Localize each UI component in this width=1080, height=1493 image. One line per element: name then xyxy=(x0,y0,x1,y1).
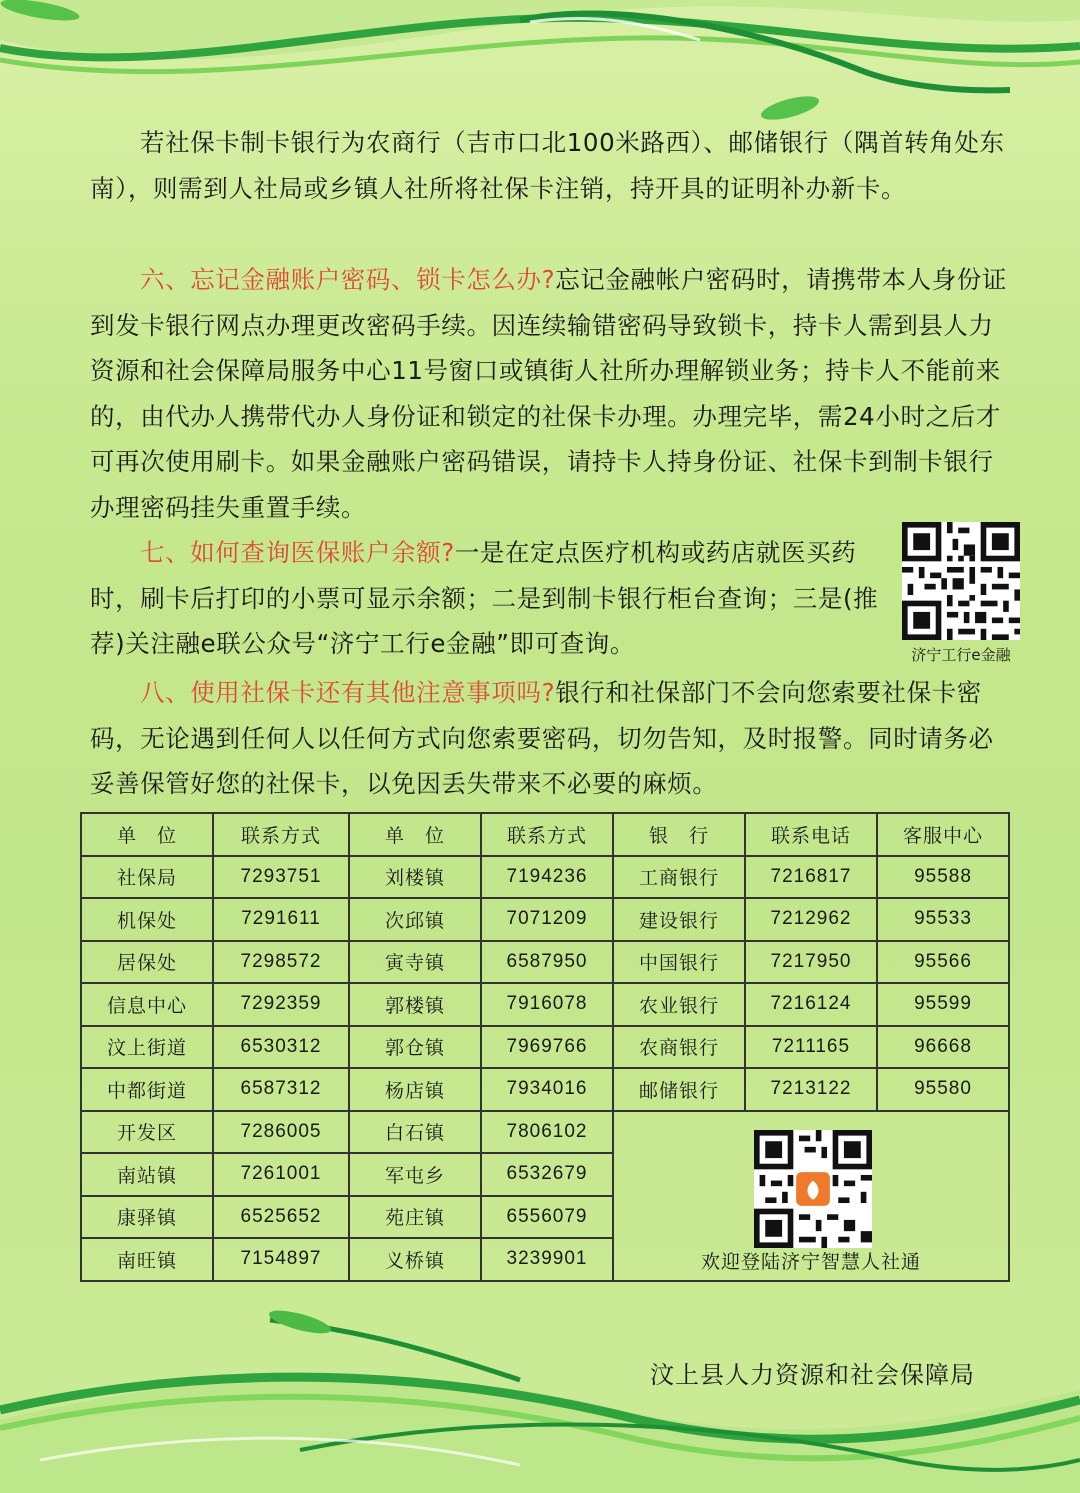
phone-cell: 6587950 xyxy=(481,941,613,984)
paragraph-card-bank: 若社保卡制卡银行为农商行（吉市口北100米路西）、邮储银行（隅首转角处东南），则需到人社局或乡镇人社所将社保卡注销，持开具的证明补办新卡。 xyxy=(90,128,1005,203)
service-number-cell: 95566 xyxy=(877,941,1009,984)
unit-cell: 郭仓镇 xyxy=(349,1026,481,1069)
table-row xyxy=(81,898,1009,941)
bank-phone-cell: 7217950 xyxy=(745,941,877,984)
header-contact-1: 联系方式 xyxy=(213,813,349,856)
unit-cell: 刘楼镇 xyxy=(349,856,481,899)
body-forgot-password: 忘记金融帐户密码时，请携带本人身份证到发卡银行网点办理更改密码手续。因连续输错密码导致锁卡，持卡人需到县人力资源和社会保障局服务中心11号窗口或镇街人社所办理解锁业务；持卡人不能前来的，由代办人携带代办人身份证和锁定的社保卡办理。办理完毕，需24小时之后才可再次使用刷卡。如果金融账户密码错误，请持卡人持身份证、社保卡到制卡银行办理密码挂失重置手续。 xyxy=(90,265,1008,522)
header-bank: 银 行 xyxy=(613,813,745,856)
phone-cell: 7194236 xyxy=(481,856,613,899)
unit-cell: 郭楼镇 xyxy=(349,983,481,1026)
unit-cell: 寅寺镇 xyxy=(349,941,481,984)
table-row xyxy=(81,983,1009,1026)
table-header-row xyxy=(81,813,1009,856)
unit-cell: 居保处 xyxy=(81,941,213,984)
bank-cell: 农业银行 xyxy=(613,983,745,1026)
bank-phone-cell: 7216817 xyxy=(745,856,877,899)
unit-cell: 苑庄镇 xyxy=(349,1196,481,1239)
unit-cell: 南旺镇 xyxy=(81,1238,213,1281)
service-number-cell: 95533 xyxy=(877,898,1009,941)
heading-forgot-password: 六、忘记金融账户密码、锁卡怎么办? xyxy=(140,265,556,294)
bank-phone-cell: 7213122 xyxy=(745,1068,877,1111)
phone-cell: 6556079 xyxy=(481,1196,613,1239)
bank-cell: 建设银行 xyxy=(613,898,745,941)
phone-cell: 7969766 xyxy=(481,1026,613,1069)
phone-cell: 7292359 xyxy=(213,983,349,1026)
service-number-cell: 95599 xyxy=(877,983,1009,1026)
unit-cell: 社保局 xyxy=(81,856,213,899)
service-number-cell: 95588 xyxy=(877,856,1009,899)
icbc-qr-block xyxy=(899,522,1023,665)
unit-cell: 次邱镇 xyxy=(349,898,481,941)
icbc-qr-code xyxy=(902,522,1020,640)
bottom-leaf-decoration xyxy=(0,1300,1080,1493)
paragraph-balance-query xyxy=(90,530,890,667)
phone-cell: 6530312 xyxy=(213,1026,349,1069)
unit-cell: 中都街道 xyxy=(81,1068,213,1111)
heading-balance-query: 七、如何查询医保账户余额? xyxy=(140,538,455,567)
unit-cell: 汶上街道 xyxy=(81,1026,213,1069)
header-bank-phone: 联系电话 xyxy=(745,813,877,856)
phone-cell: 7154897 xyxy=(213,1238,349,1281)
paragraph-other-notes xyxy=(90,670,1010,807)
top-leaf-decoration xyxy=(0,0,1080,130)
unit-cell: 杨店镇 xyxy=(349,1068,481,1111)
unit-cell: 机保处 xyxy=(81,898,213,941)
service-number-cell: 95580 xyxy=(877,1068,1009,1111)
phone-cell: 7071209 xyxy=(481,898,613,941)
app-qr-cell xyxy=(613,1111,1009,1281)
unit-cell: 康驿镇 xyxy=(81,1196,213,1239)
paragraph-forgot-password xyxy=(90,257,1010,530)
phone-cell: 7261001 xyxy=(213,1153,349,1196)
table-row xyxy=(81,1068,1009,1111)
phone-cell: 6525652 xyxy=(213,1196,349,1239)
phone-cell: 3239901 xyxy=(481,1238,613,1281)
phone-cell: 7916078 xyxy=(481,983,613,1026)
unit-cell: 义桥镇 xyxy=(349,1238,481,1281)
contact-table xyxy=(80,812,1010,1282)
unit-cell: 信息中心 xyxy=(81,983,213,1026)
bank-phone-cell: 7211165 xyxy=(745,1026,877,1069)
service-number-cell: 96668 xyxy=(877,1026,1009,1069)
unit-cell: 开发区 xyxy=(81,1111,213,1154)
phone-cell: 7293751 xyxy=(213,856,349,899)
table-row xyxy=(81,856,1009,899)
bank-cell: 中国银行 xyxy=(613,941,745,984)
phone-cell: 6587312 xyxy=(213,1068,349,1111)
header-unit-1: 单 位 xyxy=(81,813,213,856)
bank-phone-cell: 7212962 xyxy=(745,898,877,941)
heading-other-notes: 八、使用社保卡还有其他注意事项吗? xyxy=(140,678,556,707)
phone-cell: 7934016 xyxy=(481,1068,613,1111)
header-service-center: 客服中心 xyxy=(877,813,1009,856)
header-contact-2: 联系方式 xyxy=(481,813,613,856)
body-other-notes: 银行和社保部门不会向您索要社保卡密码，无论遇到任何人以任何方式向您索要密码，切勿告知，及时报警。同时请务必妥善保管好您的社保卡，以免因丢失带来不必要的麻烦。 xyxy=(90,678,994,798)
bank-cell: 工商银行 xyxy=(613,856,745,899)
app-caption: 欢迎登陆济宁智慧人社通 xyxy=(700,1250,921,1273)
table-row xyxy=(81,1026,1009,1069)
phone-cell: 6532679 xyxy=(481,1153,613,1196)
icbc-qr-caption: 济宁工行e金融 xyxy=(911,646,1011,664)
table-row xyxy=(81,941,1009,984)
phone-cell: 7806102 xyxy=(481,1111,613,1154)
issuer-footer: 汶上县人力资源和社会保障局 xyxy=(650,1361,975,1389)
table-row xyxy=(81,1111,1009,1154)
header-unit-2: 单 位 xyxy=(349,813,481,856)
unit-cell: 军屯乡 xyxy=(349,1153,481,1196)
phone-cell: 7291611 xyxy=(213,898,349,941)
unit-cell: 白石镇 xyxy=(349,1111,481,1154)
phone-cell: 7286005 xyxy=(213,1111,349,1154)
bank-phone-cell: 7216124 xyxy=(745,983,877,1026)
bank-cell: 邮储银行 xyxy=(613,1068,745,1111)
unit-cell: 南站镇 xyxy=(81,1153,213,1196)
body-balance-query: 一是在定点医疗机构或药店就医买药时，刷卡后打印的小票可显示余额；二是到制卡银行柜台查询；三是(推荐)关注融e联公众号“济宁工行e金融”即可查询。 xyxy=(90,538,879,658)
bank-cell: 农商银行 xyxy=(613,1026,745,1069)
phone-cell: 7298572 xyxy=(213,941,349,984)
smart-hr-qr-code xyxy=(754,1130,872,1248)
